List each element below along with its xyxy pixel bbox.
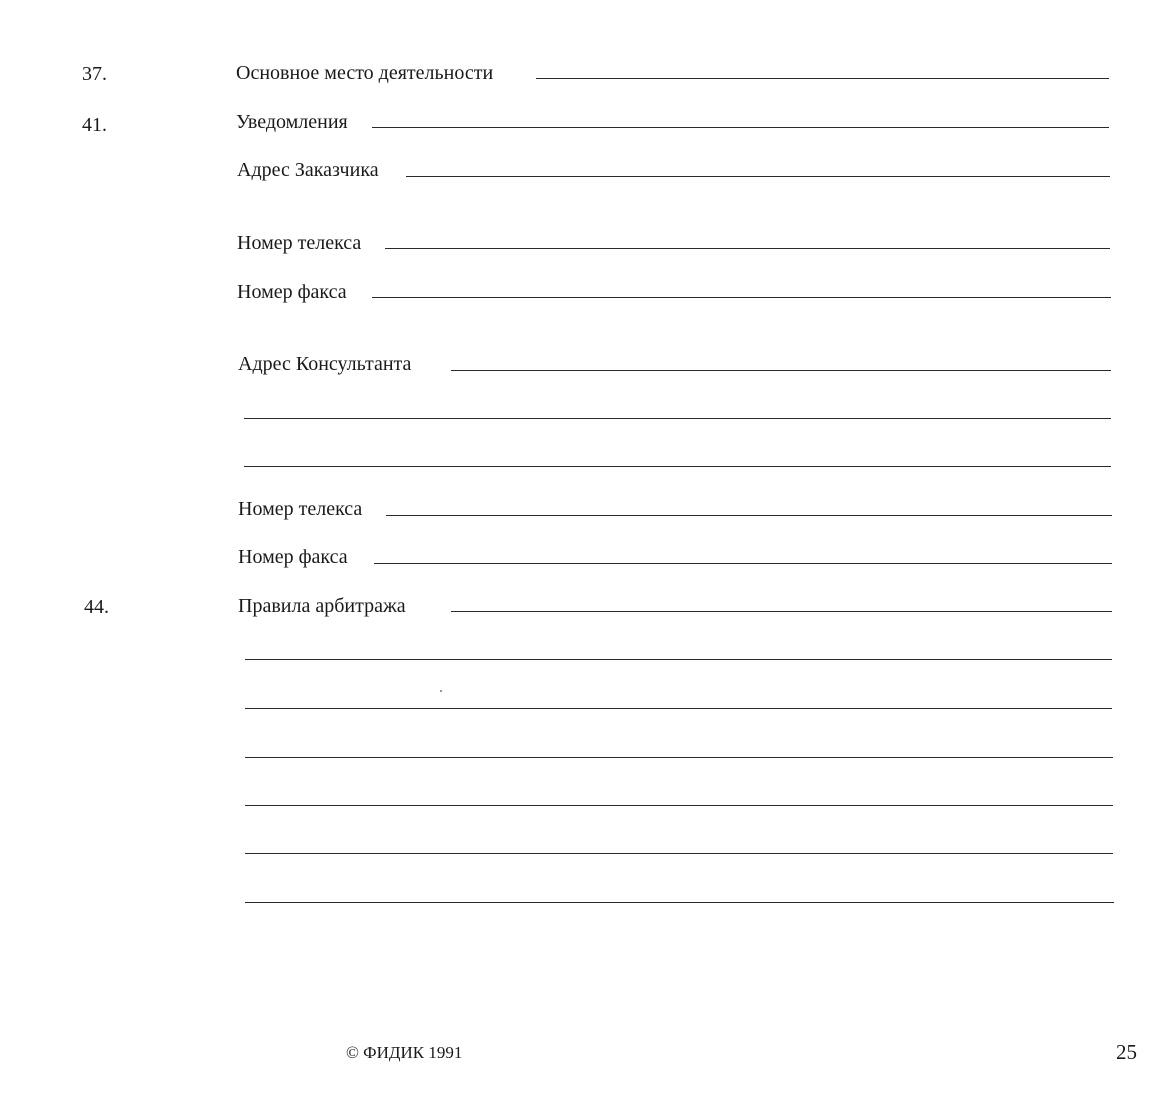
engineer-telex-field[interactable] — [386, 515, 1112, 516]
employer-address-field[interactable] — [406, 176, 1110, 177]
clause-37-label: Основное место деятельности — [236, 62, 494, 84]
engineer-address-field[interactable] — [451, 370, 1111, 371]
engineer-telex-label: Номер телекса — [238, 498, 363, 520]
clause-41-number: 41. — [82, 114, 107, 136]
employer-telex-field[interactable] — [385, 248, 1110, 249]
arbitration-rules-line-3[interactable] — [245, 708, 1112, 709]
engineer-address-line-2[interactable] — [244, 418, 1111, 419]
employer-address-label: Адрес Заказчика — [237, 159, 379, 181]
arbitration-rules-line-7[interactable] — [245, 902, 1114, 903]
arbitration-rules-line-4[interactable] — [245, 757, 1113, 758]
scan-speck — [440, 690, 442, 692]
notices-field[interactable] — [372, 127, 1109, 128]
arbitration-rules-line-6[interactable] — [245, 853, 1113, 854]
engineer-address-line-3[interactable] — [244, 466, 1111, 467]
clause-44-label: Правила арбитража — [238, 595, 406, 617]
arbitration-rules-field[interactable] — [451, 611, 1112, 612]
engineer-fax-field[interactable] — [374, 563, 1112, 564]
copyright-notice: © ФИДИК 1991 — [346, 1043, 463, 1062]
principal-place-of-business-field[interactable] — [536, 78, 1109, 79]
employer-fax-field[interactable] — [372, 297, 1111, 298]
engineer-fax-label: Номер факса — [238, 546, 348, 568]
engineer-address-label: Адрес Консультанта — [238, 353, 412, 375]
arbitration-rules-line-2[interactable] — [245, 659, 1112, 660]
clause-44-number: 44. — [84, 596, 109, 618]
employer-telex-label: Номер телекса — [237, 232, 362, 254]
arbitration-rules-line-5[interactable] — [245, 805, 1113, 806]
page-number: 25 — [1116, 1040, 1137, 1064]
clause-41-label: Уведомления — [236, 111, 348, 133]
clause-37-number: 37. — [82, 63, 107, 85]
employer-fax-label: Номер факса — [237, 281, 347, 303]
